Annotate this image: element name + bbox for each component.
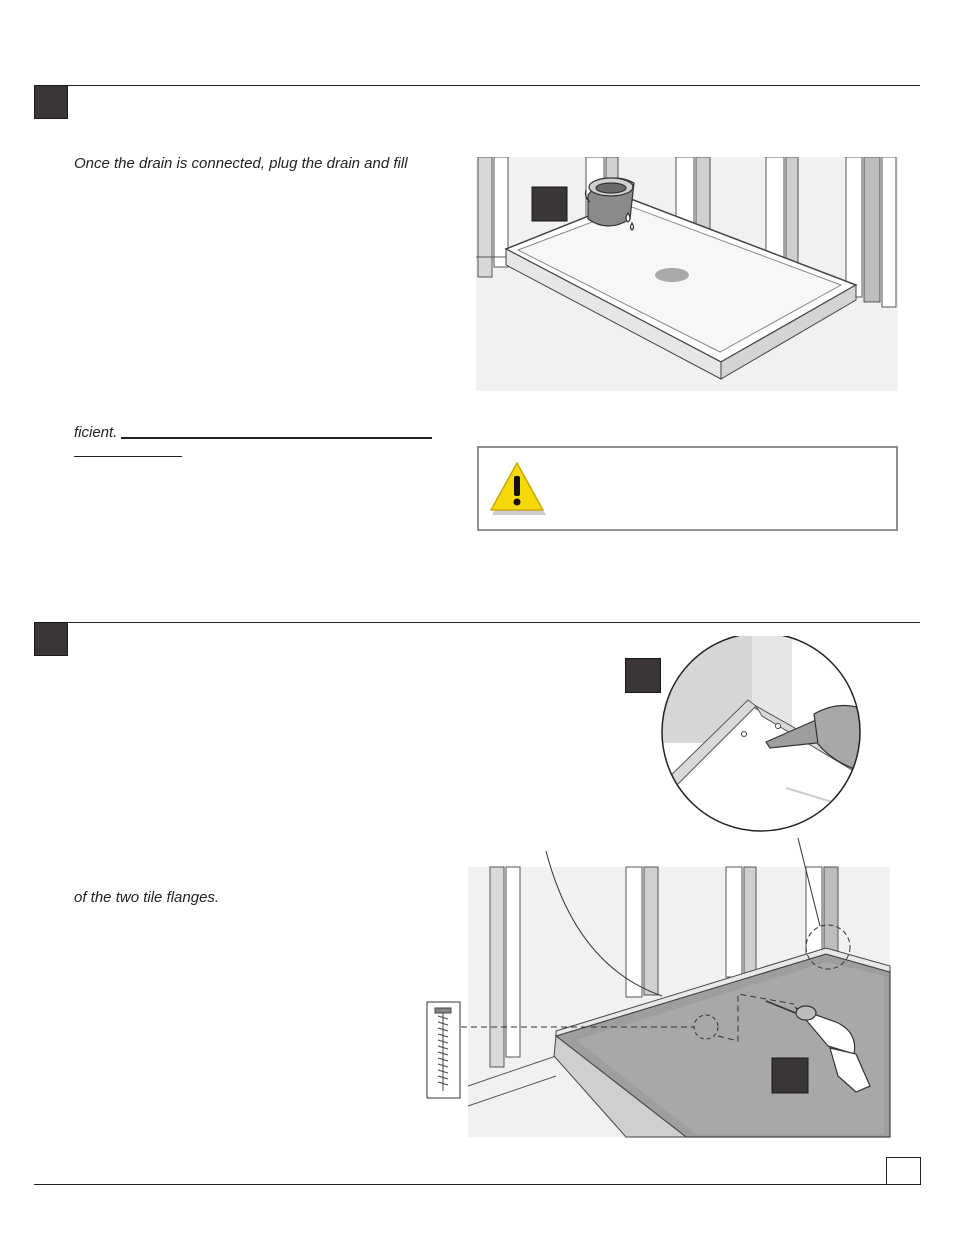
- label-box-c: [772, 1058, 808, 1093]
- step-2-number-box: [34, 622, 68, 656]
- warning-box: [477, 446, 898, 531]
- step-1-underline-short: [74, 456, 182, 457]
- top-rule: [34, 85, 920, 86]
- step-2-text-line-1: of the two tile flanges.: [74, 889, 220, 906]
- step-1-underline: [121, 437, 432, 439]
- bottom-rule: [34, 1184, 886, 1185]
- page-number-box: [886, 1157, 921, 1185]
- drain: [655, 268, 689, 282]
- step-1-number-box: [34, 85, 68, 119]
- shower-base-fill-illustration: [476, 157, 898, 391]
- step-1-text-line-2: ficient.: [74, 424, 118, 441]
- detail-magnifier: [662, 636, 876, 836]
- tile-flange-install-illustration: [426, 636, 892, 1140]
- step-1-text-line-1: Once the drain is connected, plug the drain and fill: [74, 155, 408, 172]
- section-2-rule: [34, 622, 920, 623]
- warning-triangle-icon: [487, 460, 547, 516]
- label-box-a: [532, 187, 567, 221]
